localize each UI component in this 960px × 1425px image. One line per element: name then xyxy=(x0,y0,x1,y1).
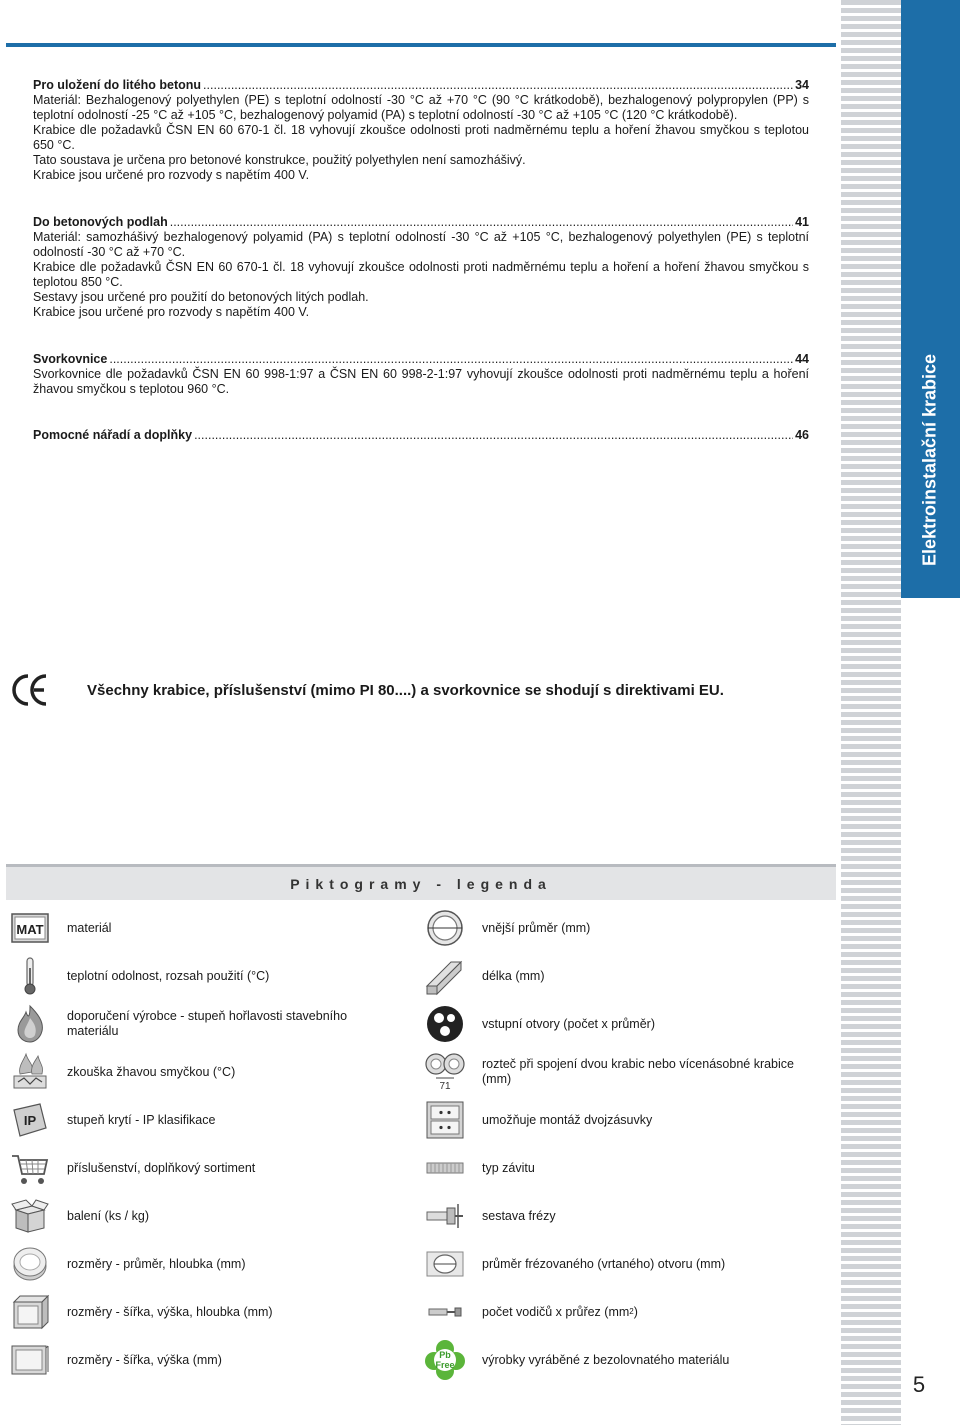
legend-label: materiál xyxy=(67,920,112,935)
section-pro-ulozeni xyxy=(33,78,809,183)
square-box-dimensions-icon xyxy=(10,1292,50,1332)
svg-text:MAT: MAT xyxy=(16,922,44,937)
flame-icon xyxy=(10,1004,50,1044)
length-icon xyxy=(425,956,465,996)
legend-label: rozteč při spojení dvou krabic nebo vícenásobné krabice (mm) xyxy=(482,1057,794,1086)
svg-text:IP: IP xyxy=(23,1113,37,1128)
mat-icon xyxy=(10,908,50,948)
section-title: Pro uložení do litého betonu xyxy=(33,78,202,92)
legend-title: Piktogramy - legenda xyxy=(290,876,552,892)
legend-label: umožňuje montáž dvojzásuvky xyxy=(482,1112,653,1127)
section-paragraph: Materiál: samozhášivý bezhalogenový polyamid (PA) s teplotní odolností -30 °C až +105 °C, bezhalogenový polyethylen (PE) s teplotní odolností -30 °C až +70 °C. xyxy=(33,230,809,259)
legend-label: doporučení výrobce - stupeň hořlavosti stavebního materiálu xyxy=(67,1009,348,1038)
lead-free-icon-line2: Free xyxy=(435,1360,455,1370)
toc-entry[interactable] xyxy=(33,428,809,443)
section-page-number: 46 xyxy=(795,428,809,442)
glow-wire-icon xyxy=(10,1052,50,1092)
legend-label: počet vodičů x průřez (mm 2 ) xyxy=(482,1304,638,1319)
chapter-side-tab-label: Elektroinstalační krabice xyxy=(919,353,940,567)
section-paragraph: Krabice dle požadavků ČSN EN 60 670-1 čl. 18 vyhovují zkoušce odolnosti proti nadměrnému teplu a hoření a hoření žhavou smyčkou s teplotou 850 °C. xyxy=(33,260,809,289)
legend-label-text: počet vodičů x průřez (mm xyxy=(482,1304,630,1319)
section-paragraph: Krabice jsou určené pro rozvody s napětím 400 V. xyxy=(33,168,310,182)
flat-box-dimensions-icon xyxy=(10,1340,50,1380)
toc-entry[interactable] xyxy=(33,78,809,93)
section-title: Do betonových podlah xyxy=(33,215,168,229)
page-number: 5 xyxy=(912,1372,926,1397)
leader-dots xyxy=(170,215,793,230)
legend-label: výrobky vyráběné z bezolovnatého materiálu xyxy=(482,1352,730,1367)
eu-compliance-statement: Všechny krabice, příslušenství (mimo PI 80....) a svorkovnice se shodují s direktivami EU. xyxy=(87,682,724,699)
legend-label: rozměry - průměr, hloubka (mm) xyxy=(67,1256,246,1271)
conductors-icon xyxy=(425,1292,465,1332)
entry-holes-icon xyxy=(425,1004,465,1044)
lead-free-icon-line1: Pb xyxy=(439,1350,451,1360)
toc-entry[interactable] xyxy=(33,215,809,230)
legend-label: sestava frézy xyxy=(482,1208,556,1223)
section-pomocne-naradi xyxy=(33,428,809,443)
legend-label: průměr frézovaného (vrtaného) otvoru (mm) xyxy=(482,1256,726,1271)
legend-label: délka (mm) xyxy=(482,968,545,983)
box-spacing-icon xyxy=(425,1052,465,1092)
round-box-dimensions-icon xyxy=(10,1244,50,1284)
leader-dots xyxy=(109,352,793,367)
package-box-icon xyxy=(10,1196,50,1236)
outer-diameter-icon xyxy=(425,908,465,948)
section-title: Svorkovnice xyxy=(33,352,108,366)
double-socket-icon xyxy=(425,1100,465,1140)
section-paragraph: Svorkovnice dle požadavků ČSN EN 60 998-1:97 a ČSN EN 60 998-2-1:97 vyhovují zkoušce odolnosti proti nadměrnému teplu a hoření žhavou smyčkou s teplotou 960 °C. xyxy=(33,367,809,396)
legend-header-bar xyxy=(6,864,836,900)
leader-dots xyxy=(203,78,793,93)
ip-rating-icon xyxy=(10,1100,50,1140)
section-page-number: 34 xyxy=(795,78,809,92)
top-accent-rule xyxy=(6,43,836,47)
section-page-number: 44 xyxy=(795,352,809,366)
section-svorkovnice xyxy=(33,352,809,397)
ce-mark-icon xyxy=(10,670,50,710)
shopping-cart-icon xyxy=(10,1148,50,1188)
legend-label-end: ) xyxy=(633,1304,638,1319)
legend-label: zkouška žhavou smyčkou (°C) xyxy=(67,1064,236,1079)
section-paragraph: Materiál: Bezhalogenový polyethylen (PE) s teplotní odolností -30 °C až +70 °C (90 °C krátkodobě), bezhalogenový polypropylen (PP) s teplotní odolností -25 °C až +105 °C, bezhalogenový polyamid (PA) s teplotní odolností -30 °C až +105 °C (120 °C krátkodobě). xyxy=(33,93,809,122)
leader-dots xyxy=(194,428,793,443)
legend-label: rozměry - šířka, výška (mm) xyxy=(67,1352,222,1367)
milling-set-icon xyxy=(425,1196,465,1236)
legend-label: vstupní otvory (počet x průměr) xyxy=(482,1016,655,1031)
section-paragraph: Krabice dle požadavků ČSN EN 60 670-1 čl. 18 vyhovují zkoušce odolnosti proti nadměrnému teplu a hoření žhavou smyčkou s teplotou 650 °C. xyxy=(33,123,809,152)
side-stripe-band xyxy=(841,0,901,1425)
lead-free-icon xyxy=(425,1340,465,1380)
section-paragraph: Krabice jsou určené pro rozvody s napětím 400 V. xyxy=(33,305,310,319)
section-do-betonovych-podlah xyxy=(33,215,809,320)
legend-label: teplotní odolnost, rozsah použití (°C) xyxy=(67,968,270,983)
legend-label: příslušenství, doplňkový sortiment xyxy=(67,1160,256,1175)
legend-label: stupeň krytí - IP klasifikace xyxy=(67,1112,216,1127)
section-page-number: 41 xyxy=(795,215,809,229)
section-paragraph: Sestavy jsou určené pro použití do betonových litých podlah. xyxy=(33,290,369,304)
toc-entry[interactable] xyxy=(33,352,809,367)
section-title: Pomocné nářadí a doplňky xyxy=(33,428,193,442)
thermometer-icon xyxy=(10,956,50,996)
thread-icon xyxy=(425,1148,465,1188)
box-spacing-icon-value: 71 xyxy=(439,1081,451,1092)
section-paragraph: Tato soustava je určena pro betonové konstrukce, použitý polyethylen není samozhášivý. xyxy=(33,153,526,167)
legend-label: balení (ks / kg) xyxy=(67,1208,149,1223)
legend-label: vnější průměr (mm) xyxy=(482,920,591,935)
drilled-hole-diameter-icon xyxy=(425,1244,465,1284)
legend-label: typ závitu xyxy=(482,1160,535,1175)
legend-label: rozměry - šířka, výška, hloubka (mm) xyxy=(67,1304,273,1319)
